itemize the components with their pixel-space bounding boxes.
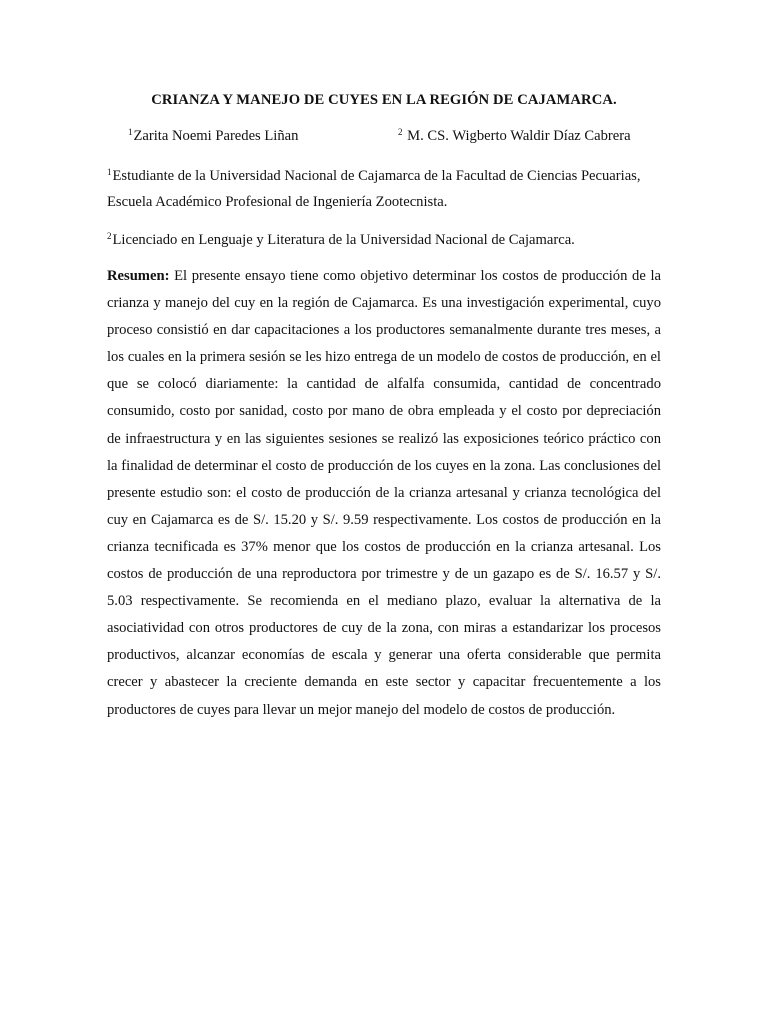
author-1-name: Zarita Noemi Paredes Liñan [133,128,299,144]
affiliation-2-marker: 2 [107,231,112,241]
affiliation-2-text: Licenciado en Lenguaje y Literatura de la Universidad Nacional de Cajamarca. [112,232,575,248]
affiliation-1-marker: 1 [107,167,112,177]
abstract [107,263,661,724]
author-2-marker: 2 [398,127,403,137]
abstract-label: Resumen: [107,268,170,284]
author-2 [398,128,631,145]
author-1-marker: 1 [128,127,133,137]
affiliation-1 [107,163,661,215]
author-2-name: M. CS. Wigberto Waldir Díaz Cabrera [407,128,631,144]
abstract-text: El presente ensayo tiene como objetivo determinar los costos de producción de la crianza y manejo del cuy en la región de Cajamarca. Es una investigación experimental, cuyo proceso consistió en dar capacitaciones a los productores semanalmente durante tres meses, a los cuales en la primera sesión se les hizo entrega de un modelo de costos de producción, en el que se colocó diariamente: la cantidad de alfalfa consumida, cantidad de concentrado consumido, costo por sanidad, costo por mano de obra empleada y el costo por depreciación de infraestructura y en las siguientes sesiones se realizó las exposiciones teórico práctico con la finalidad de determinar el costo de producción de los cuyes en la zona. Las conclusiones del presente estudio son: el costo de producción de la crianza artesanal y crianza tecnológica del cuy en Cajamarca es de S/. 15.20 y S/. 9.59 respectivamente. Los costos de producción en la crianza tecnificada es 37% menor que los costos de producción en la crianza artesanal. Los costos de producción de una reproductora por trimestre y de un gazapo es de S/. 16.57 y S/. 5.03 respectivamente. Se recomienda en el mediano plazo, evaluar la alternativa de la asociatividad con otros productores de cuy de la zona, con miras a estandarizar los procesos productivos, alcanzar economías de escala y generar una oferta considerable que permita crecer y abastecer la creciente demanda en este sector y capacitar frecuentemente a los productores de cuyes para llevar un mejor manejo del modelo de costos de producción. [107,268,661,718]
paper-title: CRIANZA Y MANEJO DE CUYES EN LA REGIÓN DE CAJAMARCA. [151,92,617,108]
affiliation-1-text: Estudiante de la Universidad Nacional de Cajamarca de la Facultad de Ciencias Pecuarias, Escuela Académico Profesional de Ingeniería Zootecnista. [107,168,641,210]
affiliation-2 [107,227,661,253]
author-1 [128,128,298,145]
